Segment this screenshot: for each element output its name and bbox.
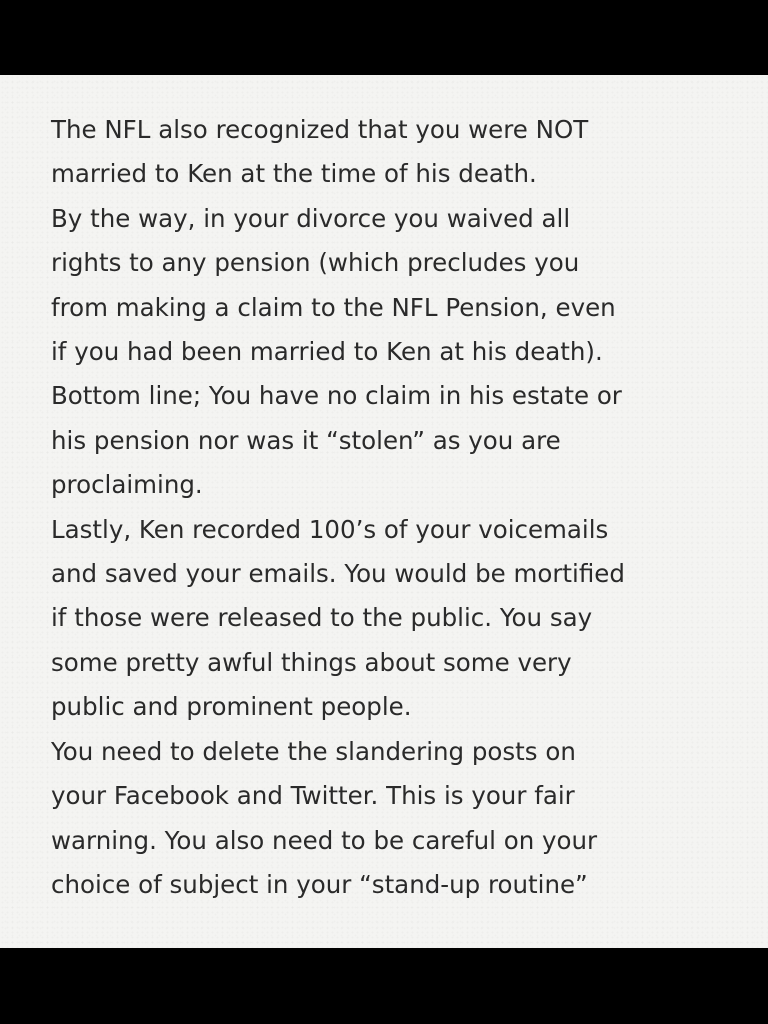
note-line: if you had been married to Ken at his death). — [51, 337, 603, 367]
top-letterbox-bar — [0, 0, 768, 75]
note-line: choice of subject in your “stand-up routine” — [51, 869, 588, 899]
note-line: The NFL also recognized that you were NOT — [51, 115, 589, 144]
note-line: By the way, in your divorce you waived all — [51, 203, 571, 233]
note-line: his pension nor was it “stolen” as you are — [51, 425, 561, 455]
note-body — [51, 108, 741, 907]
note-line: Lastly, Ken recorded 100’s of your voicemails — [51, 514, 609, 544]
bottom-letterbox-bar — [0, 948, 768, 1024]
note-line: proclaiming. — [51, 470, 203, 500]
note-line: married to Ken at the time of his death. — [51, 159, 537, 189]
note-line: rights to any pension (which precludes you — [51, 248, 580, 278]
note-line: if those were released to the public. You say — [51, 603, 593, 633]
note-line: from making a claim to the NFL Pension, even — [51, 292, 616, 322]
note-line: and saved your emails. You would be mortified — [51, 559, 625, 589]
note-line: You need to delete the slandering posts on — [51, 736, 576, 766]
note-line: public and prominent people. — [51, 692, 412, 722]
note-line: warning. You also need to be careful on your — [51, 825, 598, 855]
note-line: Bottom line; You have no claim in his estate or — [51, 381, 622, 411]
note-line: your Facebook and Twitter. This is your fair — [51, 781, 575, 811]
note-line: some pretty awful things about some very — [51, 647, 572, 677]
